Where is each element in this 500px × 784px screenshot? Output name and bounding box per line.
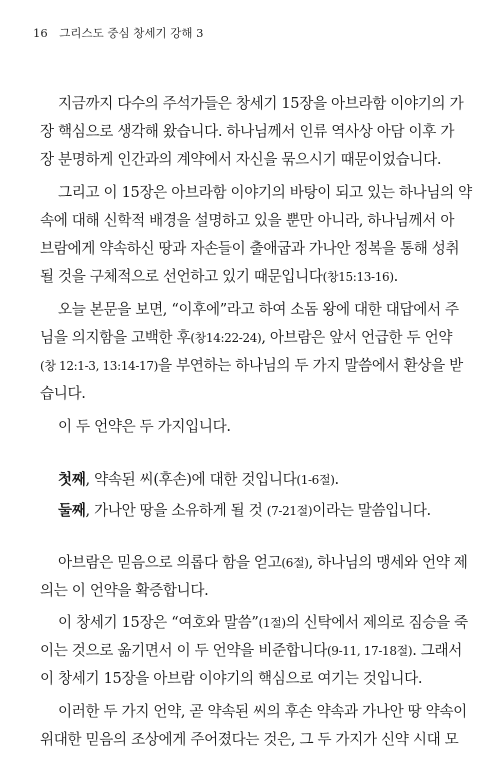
body-line: 습니다. xyxy=(40,385,86,402)
body-line: 위대한 믿음의 조상에게 주어졌다는 것은, 그 두 가지가 신약 시대 모 xyxy=(40,731,459,748)
body-line: 브람에게 약속하신 땅과 자손들이 출애굽과 가나안 정복을 통해 성취 xyxy=(40,240,460,257)
line-text: 이라는 말씀입니다. xyxy=(312,502,431,519)
line-text: , 아브람은 앞서 언급한 두 언약 xyxy=(261,329,453,346)
page-number: 16 xyxy=(33,26,48,40)
body-line xyxy=(40,326,452,347)
scripture-reference: (1절) xyxy=(258,616,286,630)
body-line: 의는 이 언약을 확증합니다. xyxy=(40,582,209,599)
line-text: 이는 것으로 옮기면서 이 두 언약을 비준합니다 xyxy=(40,642,327,659)
book-title: 그리스도 중심 창세기 강해 3 xyxy=(59,26,204,40)
scripture-reference: (7-21절) xyxy=(266,504,313,518)
line-text: , 하나님의 맹세와 언약 제 xyxy=(308,554,468,571)
covenant-label: 둘째 xyxy=(58,502,86,519)
line-text: 될 것을 구체적으로 선언하고 있기 때문입니다 xyxy=(40,268,323,285)
scripture-reference: (창 12:1-3, 13:14-17) xyxy=(40,359,158,373)
body-line: 장 핵심으로 생각해 왔습니다. 하나님께서 인류 역사상 아담 이후 가 xyxy=(40,123,455,140)
line-text: 이 창세기 15장은 “여호와 말씀” xyxy=(58,614,259,631)
line-text: 님을 의지함을 고백한 후 xyxy=(40,329,191,346)
body-line xyxy=(40,354,463,375)
scripture-reference: (6절) xyxy=(281,556,309,570)
covenant-item xyxy=(58,499,431,520)
line-text: , 가나안 땅을 소유하게 될 것 xyxy=(85,502,267,519)
body-line xyxy=(40,265,398,286)
scripture-reference: (창14:22-24) xyxy=(190,331,262,345)
body-line xyxy=(40,639,462,660)
covenant-label: 첫째 xyxy=(58,471,86,488)
line-text: 을 부연하는 하나님의 두 가지 말씀에서 환상을 받 xyxy=(157,357,463,374)
running-header xyxy=(33,25,203,41)
body-line: 이러한 두 가지 언약, 곧 약속된 씨의 후손 약속과 가나안 땅 약속이 xyxy=(58,703,467,720)
line-text: . xyxy=(393,268,398,285)
body-line: 이 두 언약은 두 가지입니다. xyxy=(58,418,231,435)
body-line: 속에 대해 신학적 배경을 설명하고 있을 뿐만 아니라, 하나님께서 아 xyxy=(40,212,455,229)
scripture-reference: (9-11, 17-18절) xyxy=(326,644,413,658)
covenant-item xyxy=(58,468,339,489)
line-text: , 약속된 씨(후손)에 대한 것입니다 xyxy=(85,471,297,488)
line-text: . 그래서 xyxy=(412,642,463,659)
line-text: . xyxy=(334,471,339,488)
body-line xyxy=(58,551,468,572)
body-line: 이 창세기 15장을 아브람 이야기의 핵심으로 여기는 것입니다. xyxy=(40,670,423,687)
body-line: 지금까지 다수의 주석가들은 창세기 15장을 아브라함 이야기의 가 xyxy=(58,95,464,112)
body-line: 오늘 본문을 보면, “이후에”라고 하여 소돔 왕에 대한 대답에서 주 xyxy=(58,301,459,318)
line-text: 의 신탁에서 제의로 짐승을 죽 xyxy=(285,614,468,631)
body-line: 장 분명하게 인간과의 계약에서 자신을 묶으시기 때문이었습니다. xyxy=(40,151,442,168)
body-line xyxy=(58,611,468,632)
body-line: 그리고 이 15장은 아브라함 이야기의 바탕이 되고 있는 하나님의 약 xyxy=(58,184,472,201)
scripture-reference: (1-6절) xyxy=(296,473,335,487)
scripture-reference: (창15:13-16) xyxy=(322,270,394,284)
line-text: 아브람은 믿음으로 의롭다 함을 얻고 xyxy=(58,554,282,571)
